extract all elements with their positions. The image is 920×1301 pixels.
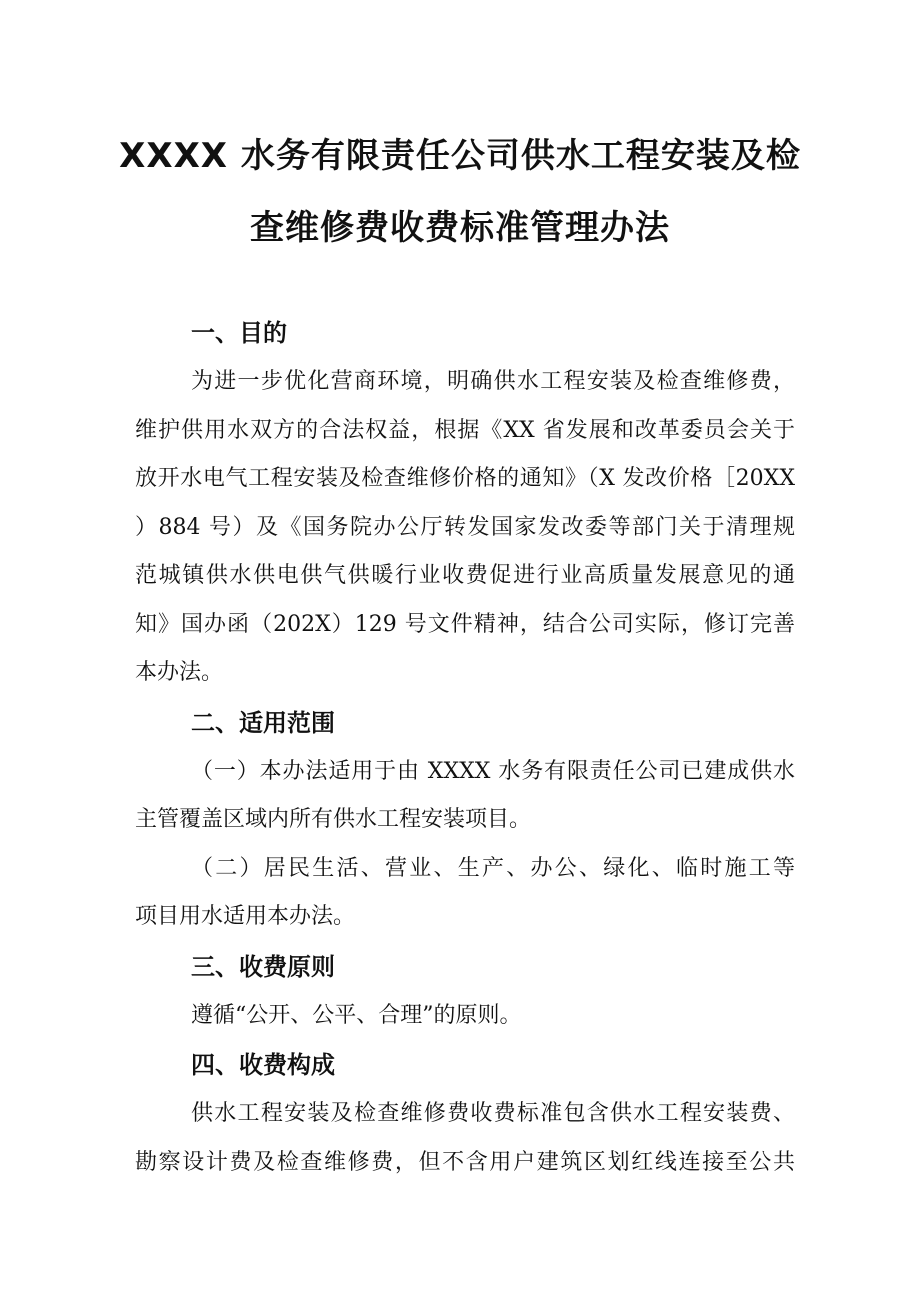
- paragraph-line: 范城镇供水供电供气供暖行业收费促进行业高质量发展意见的通: [135, 563, 795, 588]
- paragraph-line: 维护供用水双方的合法权益，根据《XX 省发展和改革委员会关于: [135, 417, 795, 443]
- section-heading-composition: 四、收费构成: [191, 1051, 335, 1079]
- document-title-line-1: XXXX 水务有限责任公司供水工程安装及检: [119, 136, 801, 176]
- section-heading-scope: 二、适用范围: [191, 708, 335, 737]
- section-heading-purpose: 一、目的: [191, 319, 287, 347]
- paragraph-line: 主管覆盖区域内所有供水工程安装项目。: [135, 807, 532, 832]
- paragraph-line: （一）本办法适用于由 XXXX 水务有限责任公司已建成供水: [191, 758, 795, 784]
- document-body: [135, 308, 795, 1187]
- paragraph-line: 放开水电气工程安装及检查维修价格的通知》（X 发改价格［20XX: [135, 466, 795, 491]
- paragraph-line: 供水工程安装及检查维修费收费标准包含供水工程安装费、: [191, 1101, 795, 1126]
- section-heading-principle: 三、收费原则: [191, 952, 335, 981]
- paragraph-line: 知》国办函（202X）129 号文件精神，结合公司实际，修订完善: [135, 611, 795, 637]
- paragraph-line: 本办法。: [135, 660, 224, 685]
- paragraph-line: （二）居民生活、营业、生产、办公、绿化、临时施工等: [191, 855, 795, 881]
- paragraph-line: ）884 号）及《国务院办公厅转发国家发改委等部门关于清理规: [135, 514, 795, 540]
- paragraph-line: 勘察设计费及检查维修费，但不含用户建筑区划红线连接至公共: [135, 1149, 795, 1175]
- paragraph-line: 项目用水适用本办法。: [135, 904, 356, 929]
- paragraph-line: 遵循“公开、公平、合理”的原则。: [191, 1002, 522, 1028]
- document-title-line-2: 查维修费收费标准管理办法: [250, 208, 670, 248]
- paragraph-line: 为进一步优化营商环境，明确供水工程安装及检查维修费，: [191, 369, 795, 394]
